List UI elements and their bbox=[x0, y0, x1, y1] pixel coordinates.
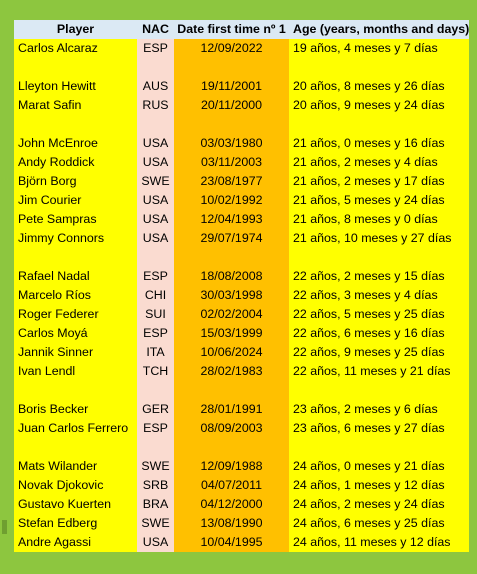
table-row bbox=[14, 514, 469, 533]
blank-separator-row bbox=[14, 438, 469, 457]
cell-age[interactable]: 24 años, 1 meses y 12 días bbox=[289, 476, 469, 495]
blank-separator-row bbox=[14, 248, 469, 267]
cell-player[interactable]: Mats Wilander bbox=[14, 457, 137, 476]
blank-separator-row bbox=[14, 115, 469, 134]
blank-cell[interactable] bbox=[174, 248, 289, 267]
cell-date[interactable]: 23/08/1977 bbox=[174, 172, 289, 191]
blank-cell[interactable] bbox=[174, 58, 289, 77]
cell-date[interactable]: 10/06/2024 bbox=[174, 343, 289, 362]
cell-date[interactable]: 02/02/2004 bbox=[174, 305, 289, 324]
cell-age[interactable]: 24 años, 6 meses y 25 días bbox=[289, 514, 469, 533]
cell-player[interactable]: Carlos Moyá bbox=[14, 324, 137, 343]
blank-cell[interactable] bbox=[137, 248, 174, 267]
table-row bbox=[14, 77, 469, 96]
cell-date[interactable]: 20/11/2000 bbox=[174, 96, 289, 115]
table-row bbox=[14, 267, 469, 286]
cell-date[interactable]: 10/04/1995 bbox=[174, 533, 289, 552]
cell-nac[interactable]: ESP bbox=[137, 419, 174, 438]
blank-cell[interactable] bbox=[289, 381, 469, 400]
blank-cell[interactable] bbox=[289, 248, 469, 267]
blank-cell[interactable] bbox=[174, 115, 289, 134]
cell-nac[interactable]: SRB bbox=[137, 476, 174, 495]
cell-nac[interactable]: AUS bbox=[137, 77, 174, 96]
blank-cell[interactable] bbox=[137, 115, 174, 134]
cell-nac[interactable]: USA bbox=[137, 229, 174, 248]
cell-age[interactable]: 22 años, 9 meses y 25 días bbox=[289, 343, 469, 362]
cell-nac[interactable]: USA bbox=[137, 134, 174, 153]
cell-date[interactable]: 12/04/1993 bbox=[174, 210, 289, 229]
cell-date[interactable]: 13/08/1990 bbox=[174, 514, 289, 533]
table-row bbox=[14, 305, 469, 324]
blank-cell[interactable] bbox=[14, 381, 137, 400]
blank-cell[interactable] bbox=[137, 438, 174, 457]
cell-date[interactable]: 10/02/1992 bbox=[174, 191, 289, 210]
table-row bbox=[14, 286, 469, 305]
cell-player[interactable]: Rafael Nadal bbox=[14, 267, 137, 286]
cell-nac[interactable]: RUS bbox=[137, 96, 174, 115]
cell-player[interactable]: Pete Sampras bbox=[14, 210, 137, 229]
cell-nac[interactable]: USA bbox=[137, 210, 174, 229]
blank-cell[interactable] bbox=[14, 115, 137, 134]
cell-player[interactable]: Boris Becker bbox=[14, 400, 137, 419]
blank-cell[interactable] bbox=[174, 438, 289, 457]
cell-player[interactable]: Jimmy Connors bbox=[14, 229, 137, 248]
cell-date[interactable]: 30/03/1998 bbox=[174, 286, 289, 305]
cell-date[interactable]: 03/11/2003 bbox=[174, 153, 289, 172]
table-row bbox=[14, 457, 469, 476]
table-row bbox=[14, 134, 469, 153]
cell-nac[interactable]: CHI bbox=[137, 286, 174, 305]
blank-cell[interactable] bbox=[289, 438, 469, 457]
header-player[interactable]: Player bbox=[14, 20, 137, 39]
cell-date[interactable]: 28/02/1983 bbox=[174, 362, 289, 381]
cell-age[interactable]: 24 años, 11 meses y 12 días bbox=[289, 533, 469, 552]
cell-nac[interactable]: USA bbox=[137, 153, 174, 172]
cell-nac[interactable]: ITA bbox=[137, 343, 174, 362]
cell-age[interactable]: 21 años, 10 meses y 27 días bbox=[289, 229, 469, 248]
cell-nac[interactable]: TCH bbox=[137, 362, 174, 381]
cell-player[interactable]: Juan Carlos Ferrero bbox=[14, 419, 137, 438]
cell-age[interactable]: 21 años, 2 meses y 4 días bbox=[289, 153, 469, 172]
cell-player[interactable]: Lleyton Hewitt bbox=[14, 77, 137, 96]
table-row bbox=[14, 153, 469, 172]
blank-cell[interactable] bbox=[14, 248, 137, 267]
table-body bbox=[14, 39, 469, 552]
blank-cell[interactable] bbox=[14, 58, 137, 77]
cell-date[interactable]: 12/09/1988 bbox=[174, 457, 289, 476]
cell-age[interactable]: 21 años, 2 meses y 17 días bbox=[289, 172, 469, 191]
table-row bbox=[14, 343, 469, 362]
cell-nac[interactable]: SWE bbox=[137, 172, 174, 191]
header-age[interactable]: Age (years, months and days) bbox=[289, 20, 469, 39]
row-gutter-marker bbox=[2, 520, 7, 534]
table-row bbox=[14, 495, 469, 514]
table-row bbox=[14, 533, 469, 552]
table-row bbox=[14, 324, 469, 343]
cell-player[interactable]: Jim Courier bbox=[14, 191, 137, 210]
cell-nac[interactable]: USA bbox=[137, 191, 174, 210]
cell-player[interactable]: Björn Borg bbox=[14, 172, 137, 191]
blank-cell[interactable] bbox=[289, 115, 469, 134]
cell-nac[interactable]: ESP bbox=[137, 324, 174, 343]
cell-age[interactable]: 20 años, 9 meses y 24 días bbox=[289, 96, 469, 115]
cell-date[interactable]: 04/12/2000 bbox=[174, 495, 289, 514]
cell-nac[interactable]: ESP bbox=[137, 267, 174, 286]
cell-date[interactable]: 29/07/1974 bbox=[174, 229, 289, 248]
blank-cell[interactable] bbox=[137, 58, 174, 77]
table-row bbox=[14, 210, 469, 229]
cell-nac[interactable]: GER bbox=[137, 400, 174, 419]
cell-player[interactable]: Andy Roddick bbox=[14, 153, 137, 172]
cell-player[interactable]: Andre Agassi bbox=[14, 533, 137, 552]
header-date[interactable]: Date first time nº 1 bbox=[174, 20, 289, 39]
cell-player[interactable]: Stefan Edberg bbox=[14, 514, 137, 533]
cell-player[interactable]: John McEnroe bbox=[14, 134, 137, 153]
table-row bbox=[14, 229, 469, 248]
blank-separator-row bbox=[14, 58, 469, 77]
cell-age[interactable]: 21 años, 8 meses y 0 días bbox=[289, 210, 469, 229]
cell-age[interactable]: 19 años, 4 meses y 7 días bbox=[289, 39, 469, 58]
cell-date[interactable]: 18/08/2008 bbox=[174, 267, 289, 286]
cell-age[interactable]: 24 años, 0 meses y 21 días bbox=[289, 457, 469, 476]
table-row bbox=[14, 362, 469, 381]
cell-player[interactable]: Carlos Alcaraz bbox=[14, 39, 137, 58]
cell-age[interactable]: 20 años, 8 meses y 26 días bbox=[289, 77, 469, 96]
blank-separator-row bbox=[14, 381, 469, 400]
cell-player[interactable]: Jannik Sinner bbox=[14, 343, 137, 362]
sheet-left-edge bbox=[0, 0, 8, 574]
cell-age[interactable]: 21 años, 0 meses y 16 días bbox=[289, 134, 469, 153]
table-row bbox=[14, 476, 469, 495]
cell-date[interactable]: 08/09/2003 bbox=[174, 419, 289, 438]
table-row bbox=[14, 419, 469, 438]
cell-age[interactable]: 23 años, 2 meses y 6 días bbox=[289, 400, 469, 419]
table-row bbox=[14, 39, 469, 58]
cell-player[interactable]: Gustavo Kuerten bbox=[14, 495, 137, 514]
header-row bbox=[14, 20, 469, 39]
cell-nac[interactable]: USA bbox=[137, 533, 174, 552]
cell-age[interactable]: 23 años, 6 meses y 27 días bbox=[289, 419, 469, 438]
cell-nac[interactable]: BRA bbox=[137, 495, 174, 514]
cell-age[interactable]: 22 años, 2 meses y 15 días bbox=[289, 267, 469, 286]
cell-age[interactable]: 22 años, 11 meses y 21 días bbox=[289, 362, 469, 381]
cell-player[interactable]: Novak Djokovic bbox=[14, 476, 137, 495]
cell-nac[interactable]: SUI bbox=[137, 305, 174, 324]
blank-cell[interactable] bbox=[14, 438, 137, 457]
cell-age[interactable]: 22 años, 3 meses y 4 días bbox=[289, 286, 469, 305]
cell-player[interactable]: Ivan Lendl bbox=[14, 362, 137, 381]
cell-player[interactable]: Roger Federer bbox=[14, 305, 137, 324]
cell-date[interactable]: 12/09/2022 bbox=[174, 39, 289, 58]
cell-date[interactable]: 19/11/2001 bbox=[174, 77, 289, 96]
cell-age[interactable]: 22 años, 5 meses y 25 días bbox=[289, 305, 469, 324]
blank-cell[interactable] bbox=[289, 58, 469, 77]
cell-nac[interactable]: ESP bbox=[137, 39, 174, 58]
cell-nac[interactable]: SWE bbox=[137, 457, 174, 476]
cell-nac[interactable]: SWE bbox=[137, 514, 174, 533]
cell-player[interactable]: Marat Safin bbox=[14, 96, 137, 115]
table-row bbox=[14, 400, 469, 419]
cell-date[interactable]: 04/07/2011 bbox=[174, 476, 289, 495]
table-row bbox=[14, 96, 469, 115]
cell-player[interactable]: Marcelo Ríos bbox=[14, 286, 137, 305]
table-row bbox=[14, 172, 469, 191]
cell-date[interactable]: 28/01/1991 bbox=[174, 400, 289, 419]
cell-age[interactable]: 24 años, 2 meses y 24 días bbox=[289, 495, 469, 514]
cell-date[interactable]: 03/03/1980 bbox=[174, 134, 289, 153]
table-row bbox=[14, 191, 469, 210]
blank-cell[interactable] bbox=[174, 381, 289, 400]
number-one-age-table bbox=[14, 20, 469, 552]
cell-date[interactable]: 15/03/1999 bbox=[174, 324, 289, 343]
blank-cell[interactable] bbox=[137, 381, 174, 400]
cell-age[interactable]: 21 años, 5 meses y 24 días bbox=[289, 191, 469, 210]
header-nac[interactable]: NAC bbox=[137, 20, 174, 39]
cell-age[interactable]: 22 años, 6 meses y 16 días bbox=[289, 324, 469, 343]
